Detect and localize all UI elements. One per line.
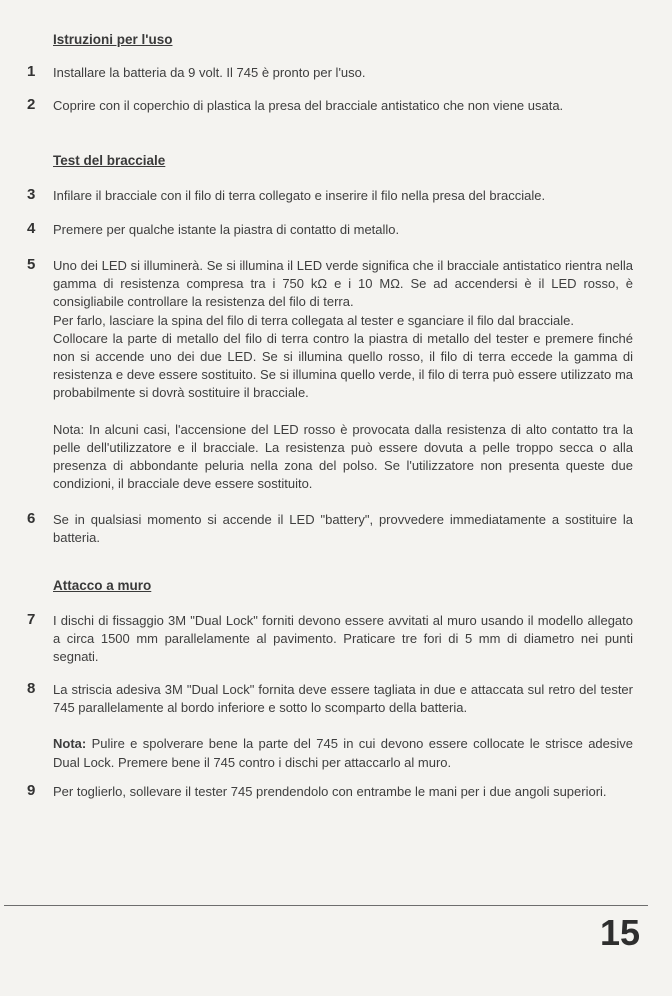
item-number: 5 [27, 256, 36, 273]
item-text [53, 783, 633, 801]
item-text [53, 221, 633, 239]
item-paragraph: Per toglierlo, sollevare il tester 745 prendendolo con entrambe le mani per i due angoli superiori. [53, 784, 607, 799]
item-number: 4 [27, 220, 36, 237]
item-paragraph: Uno dei LED si illuminerà. Se si illumina il LED verde significa che il bracciale antistatico rientra nella gamma di resistenza compresa tra i 750 kΩ e i 10 MΩ. Se ad accendersi è il LED rosso, è consigliabile controllare la resistenza del filo di terra. [53, 258, 633, 310]
item-number: 3 [27, 186, 36, 203]
item-paragraph: Coprire con il coperchio di plastica la presa del bracciale antistatico che non viene usata. [53, 98, 564, 113]
item-paragraph: Per farlo, lasciare la spina del filo di terra collegata al tester e sganciare il filo dal bracciale. [53, 312, 574, 328]
item-paragraph: Collocare la parte di metallo del filo di terra contro la piastra di metallo del tester e premere finché non si accende uno dei due LED. Se si illumina quello rosso, il filo di terra eccede la gamma di resistenza e deve essere sostituito. Se si illumina quello verde, il filo di terra può essere utilizzato ma probabilmente si dovrà sostituire il bracciale. [53, 330, 633, 401]
page-number: 15 [599, 912, 640, 953]
item-paragraph: I dischi di fissaggio 3M "Dual Lock" forniti devono essere avvitati al muro usando il modello allegato a circa 1500 mm parallelamente al pavimento. Praticare tre fori di 5 mm di diametro nei punti segnati. [53, 613, 633, 665]
item-text [53, 187, 633, 205]
item-text [53, 612, 633, 667]
item-paragraph: Premere per qualche istante la piastra di contatto di metallo. [53, 222, 400, 237]
item-text [53, 257, 633, 493]
item-number: 7 [27, 611, 36, 628]
section-title-test: Test del bracciale [53, 153, 166, 168]
item-number: 8 [27, 680, 36, 697]
item-text [53, 511, 633, 547]
note-label: Nota: [53, 736, 87, 752]
item-text [53, 681, 633, 772]
item-paragraph: Se in qualsiasi momento si accende il LED "battery", provvedere immediatamente a sostituire la batteria. [53, 512, 633, 546]
item-number: 1 [27, 63, 36, 80]
footer-divider [4, 905, 648, 906]
item-note: Nota: In alcuni casi, l'accensione del LED rosso è provocata dalla resistenza di alto contatto tra la pelle dell'utilizzatore e il bracciale. La resistenza può essere dovuta a pelle troppo secca o alla presenza di abbondante peluria nella zona del polso. Se l'utilizzatore non presenta queste due condizioni, il bracciale deve essere sostituito. [53, 421, 633, 492]
section-title-wall: Attacco a muro [53, 578, 152, 593]
item-number: 9 [27, 782, 36, 799]
note-text: Pulire e spolverare bene la parte del 745 in cui devono essere collocate le strisce adesive Dual Lock. Premere bene il 745 contro i dischi per attaccarlo al muro. [53, 736, 633, 770]
item-text [53, 64, 633, 82]
item-text [53, 97, 633, 115]
section-title-usage: Istruzioni per l'uso [53, 32, 173, 47]
item-paragraph: Installare la batteria da 9 volt. Il 745 è pronto per l'uso. [53, 65, 366, 80]
item-number: 6 [27, 510, 36, 527]
item-note [53, 735, 633, 771]
item-paragraph: La striscia adesiva 3M "Dual Lock" fornita deve essere tagliata in due e attaccata sul retro del tester 745 parallelamente al bordo inferiore e sotto lo scomparto della batteria. [53, 682, 633, 716]
item-paragraph: Infilare il bracciale con il filo di terra collegato e inserire il filo nella presa del bracciale. [53, 188, 546, 203]
item-number: 2 [27, 96, 36, 113]
